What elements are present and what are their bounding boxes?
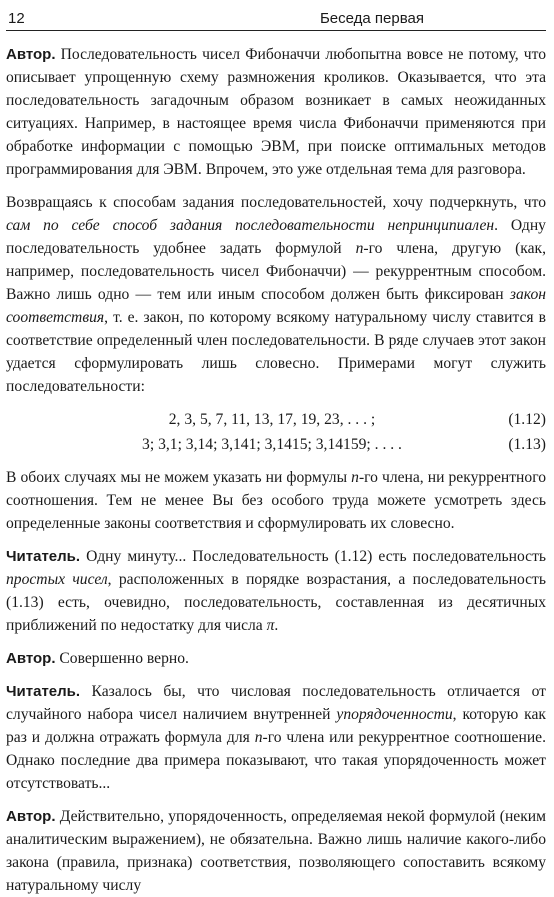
paragraph-text: . Одну последовательность удобнее задать формулой — [6, 217, 546, 257]
paragraph-3 — [6, 466, 546, 535]
paragraph-1 — [6, 43, 546, 181]
paragraph-text: В обоих случаях мы не можем указать ни формулы — [6, 469, 352, 486]
italic-phrase: сам по себе способ задания последовательности непринципиален — [6, 217, 495, 234]
paragraph-text: , расположенных в порядке возрастания, а последовательность (1.13) есть, очевидно, последовательность, составленная из десятичных приближений по недостатку для числа — [6, 571, 546, 634]
italic-phrase: простых чисел — [6, 571, 108, 588]
paragraph-text: . — [274, 617, 279, 634]
paragraph-text: Возвращаясь к способам задания последовательностей, хочу подчеркнуть, что — [6, 194, 546, 211]
formula-number: (1.13) — [508, 436, 546, 453]
paragraph-text: Последовательность чисел Фибоначчи любопытна вовсе не потому, что описывает упрощенную схему размножения кроликов. Оказывается, что эта последовательность загадочным образом возникает в самых неожиданных ситуациях. Например, в настоящее время числа Фибоначчи применяются при обработке информации с помощью ЭВМ, при поиске оптимальных методов программирования для ЭВМ. Впрочем, это уже отдельная тема для разговора. — [6, 46, 546, 178]
speaker-label: Читатель. — [6, 683, 81, 700]
paragraph-4 — [6, 545, 546, 637]
paragraph-2 — [6, 191, 546, 398]
math-variable: n — [355, 240, 364, 257]
math-variable: n — [254, 729, 263, 746]
italic-phrase: упорядоченности — [336, 706, 453, 723]
paragraph-6 — [6, 680, 546, 795]
paragraph-text: Одну минуту... Последовательность (1.12) есть последовательность — [80, 548, 546, 565]
speaker-label: Автор. — [6, 650, 56, 667]
formula-expression: 2, 3, 5, 7, 11, 13, 17, 19, 23, . . . ; — [168, 411, 376, 428]
paragraph-7 — [6, 805, 546, 897]
paragraph-5 — [6, 647, 546, 670]
running-header — [6, 0, 546, 31]
speaker-label: Читатель. — [6, 548, 81, 565]
paragraph-text: -го члена, ни рекуррентного соотношения. Тем не менее Вы без особого труда можете усмотреть здесь определенные законы соответствия и сформулировать их словесно. — [6, 469, 547, 532]
italic-phrase: закон соответствия — [6, 286, 546, 326]
paragraph-text: -го члена или рекуррентное соотношение. Однако последние два примера показывают, что такая упорядоченность может отсутствовать... — [6, 729, 546, 792]
formula-number: (1.12) — [508, 411, 546, 428]
formula-expression: 3; 3,1; 3,14; 3,141; 3,1415; 3,14159; . . . . — [142, 436, 402, 453]
page-number: 12 — [8, 10, 25, 27]
paragraph-text: , которую как раз и должна отражать формула для — [6, 706, 546, 746]
chapter-title: Беседа первая — [319, 10, 424, 27]
math-variable: n — [351, 469, 359, 486]
paragraph-text: Казалось бы, что числовая последовательность отличается от случайного набора чисел наличием внутренней — [6, 683, 546, 723]
speaker-label: Автор. — [6, 46, 56, 63]
page-body — [6, 31, 546, 897]
paragraph-text: , т. е. закон, по которому всякому натуральному числу ставится в соответствие определенный член последовательности. В ряде случаев этот закон удается сформулировать лишь словесно. Примерами могут служить последовательности: — [6, 309, 546, 395]
paragraph-text: Действительно, упорядоченность, определяемая некой формулой (неким аналитическим выражением), не обязательна. Важно лишь наличие какого-либо закона (правила, признака) соответствия, позволяющего сопоставить всякому натуральному числу — [6, 808, 546, 894]
paragraph-text: Совершенно верно. — [55, 650, 189, 667]
math-symbol-pi: π — [266, 617, 275, 634]
paragraph-text: -го члена, другую (как, например, последовательность чисел Фибоначчи) — рекуррентным способом. Важно лишь одно — тем или иным способом должен быть фиксирован — [6, 240, 546, 303]
formula-1-13 — [6, 433, 546, 456]
speaker-label: Автор. — [6, 808, 56, 825]
formula-1-12 — [6, 408, 546, 431]
